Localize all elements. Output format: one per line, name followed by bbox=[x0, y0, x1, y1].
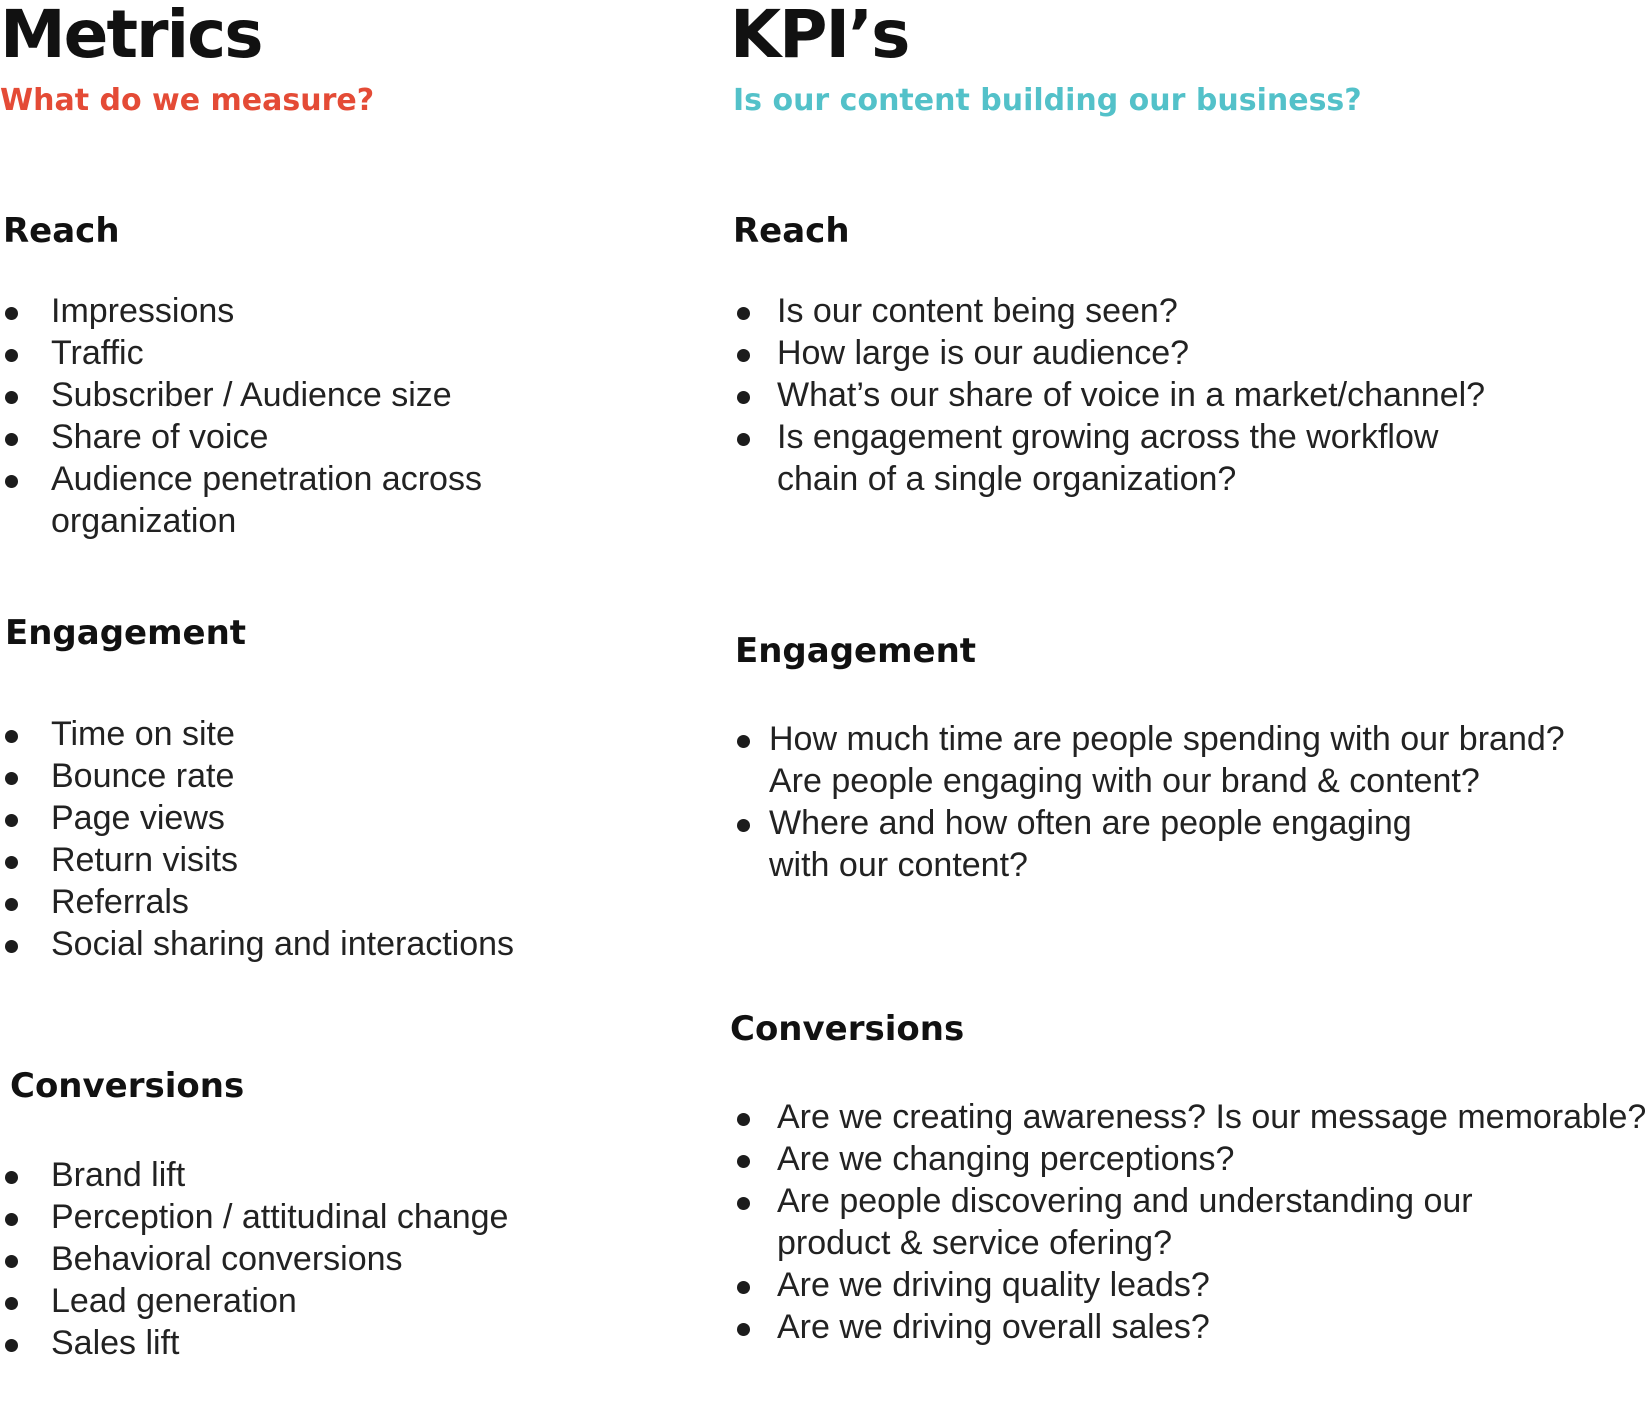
list-item: Time on site bbox=[5, 713, 565, 755]
bullet-icon bbox=[5, 307, 18, 320]
bullet-icon bbox=[5, 1339, 18, 1352]
list-item: Brand lift bbox=[5, 1154, 585, 1196]
list-item: Audience penetration across organization bbox=[5, 458, 525, 542]
metrics-title: Metrics bbox=[0, 0, 262, 73]
list-item: Are we creating awareness? Is our message memorable? bbox=[737, 1096, 1647, 1138]
bullet-icon bbox=[5, 772, 18, 785]
bullet-icon bbox=[5, 940, 18, 953]
bullet-icon bbox=[5, 730, 18, 743]
bullet-icon bbox=[737, 1323, 750, 1336]
kpis-reach-heading: Reach bbox=[733, 211, 850, 251]
list-item: Where and how often are people engaging with our content? bbox=[737, 802, 1597, 886]
metrics-subtitle: What do we measure? bbox=[0, 83, 375, 118]
metrics-conversions-list bbox=[5, 1154, 585, 1364]
bullet-icon bbox=[737, 349, 750, 362]
list-item: Are we driving overall sales? bbox=[737, 1306, 1647, 1348]
list-item: Lead generation bbox=[5, 1280, 585, 1322]
list-item: Traffic bbox=[5, 332, 525, 374]
bullet-icon bbox=[5, 856, 18, 869]
kpis-engagement-heading: Engagement bbox=[735, 631, 977, 671]
kpis-engagement-list bbox=[737, 718, 1597, 886]
bullet-icon bbox=[5, 1171, 18, 1184]
metrics-conversions-heading: Conversions bbox=[10, 1066, 245, 1106]
list-item: What’s our share of voice in a market/channel? bbox=[737, 374, 1537, 416]
kpis-conversions-heading: Conversions bbox=[730, 1009, 965, 1049]
list-item: Impressions bbox=[5, 290, 525, 332]
bullet-icon bbox=[737, 819, 750, 832]
bullet-icon bbox=[5, 1255, 18, 1268]
bullet-icon bbox=[5, 433, 18, 446]
list-item: Sales lift bbox=[5, 1322, 585, 1364]
bullet-icon bbox=[737, 307, 750, 320]
metrics-reach-heading: Reach bbox=[3, 211, 120, 251]
kpis-conversions-list bbox=[737, 1096, 1647, 1348]
list-item: Social sharing and interactions bbox=[5, 923, 565, 965]
list-item: Referrals bbox=[5, 881, 565, 923]
bullet-icon bbox=[5, 349, 18, 362]
kpis-subtitle: Is our content building our business? bbox=[733, 83, 1362, 118]
metrics-engagement-heading: Engagement bbox=[5, 613, 247, 653]
bullet-icon bbox=[5, 898, 18, 911]
metrics-reach-list bbox=[5, 290, 525, 542]
bullet-icon bbox=[5, 1297, 18, 1310]
list-item: Share of voice bbox=[5, 416, 525, 458]
bullet-icon bbox=[737, 1155, 750, 1168]
bullet-icon bbox=[737, 1197, 750, 1210]
kpis-title: KPI’s bbox=[730, 0, 909, 73]
bullet-icon bbox=[5, 814, 18, 827]
kpis-reach-list bbox=[737, 290, 1537, 500]
list-item: How much time are people spending with our brand? Are people engaging with our brand & content? bbox=[737, 718, 1597, 802]
list-item: Are people discovering and understanding our product & service ofering? bbox=[737, 1180, 1647, 1264]
list-item: How large is our audience? bbox=[737, 332, 1537, 374]
list-item: Behavioral conversions bbox=[5, 1238, 585, 1280]
list-item: Is our content being seen? bbox=[737, 290, 1537, 332]
list-item: Return visits bbox=[5, 839, 565, 881]
bullet-icon bbox=[5, 1213, 18, 1226]
list-item: Page views bbox=[5, 797, 565, 839]
bullet-icon bbox=[737, 735, 750, 748]
list-item: Is engagement growing across the workflow chain of a single organization? bbox=[737, 416, 1537, 500]
bullet-icon bbox=[5, 391, 18, 404]
metrics-engagement-list bbox=[5, 713, 565, 965]
bullet-icon bbox=[737, 1281, 750, 1294]
list-item: Bounce rate bbox=[5, 755, 565, 797]
list-item: Subscriber / Audience size bbox=[5, 374, 525, 416]
bullet-icon bbox=[5, 475, 18, 488]
list-item: Are we driving quality leads? bbox=[737, 1264, 1647, 1306]
bullet-icon bbox=[737, 433, 750, 446]
list-item: Are we changing perceptions? bbox=[737, 1138, 1647, 1180]
list-item: Perception / attitudinal change bbox=[5, 1196, 585, 1238]
bullet-icon bbox=[737, 391, 750, 404]
bullet-icon bbox=[737, 1113, 750, 1126]
